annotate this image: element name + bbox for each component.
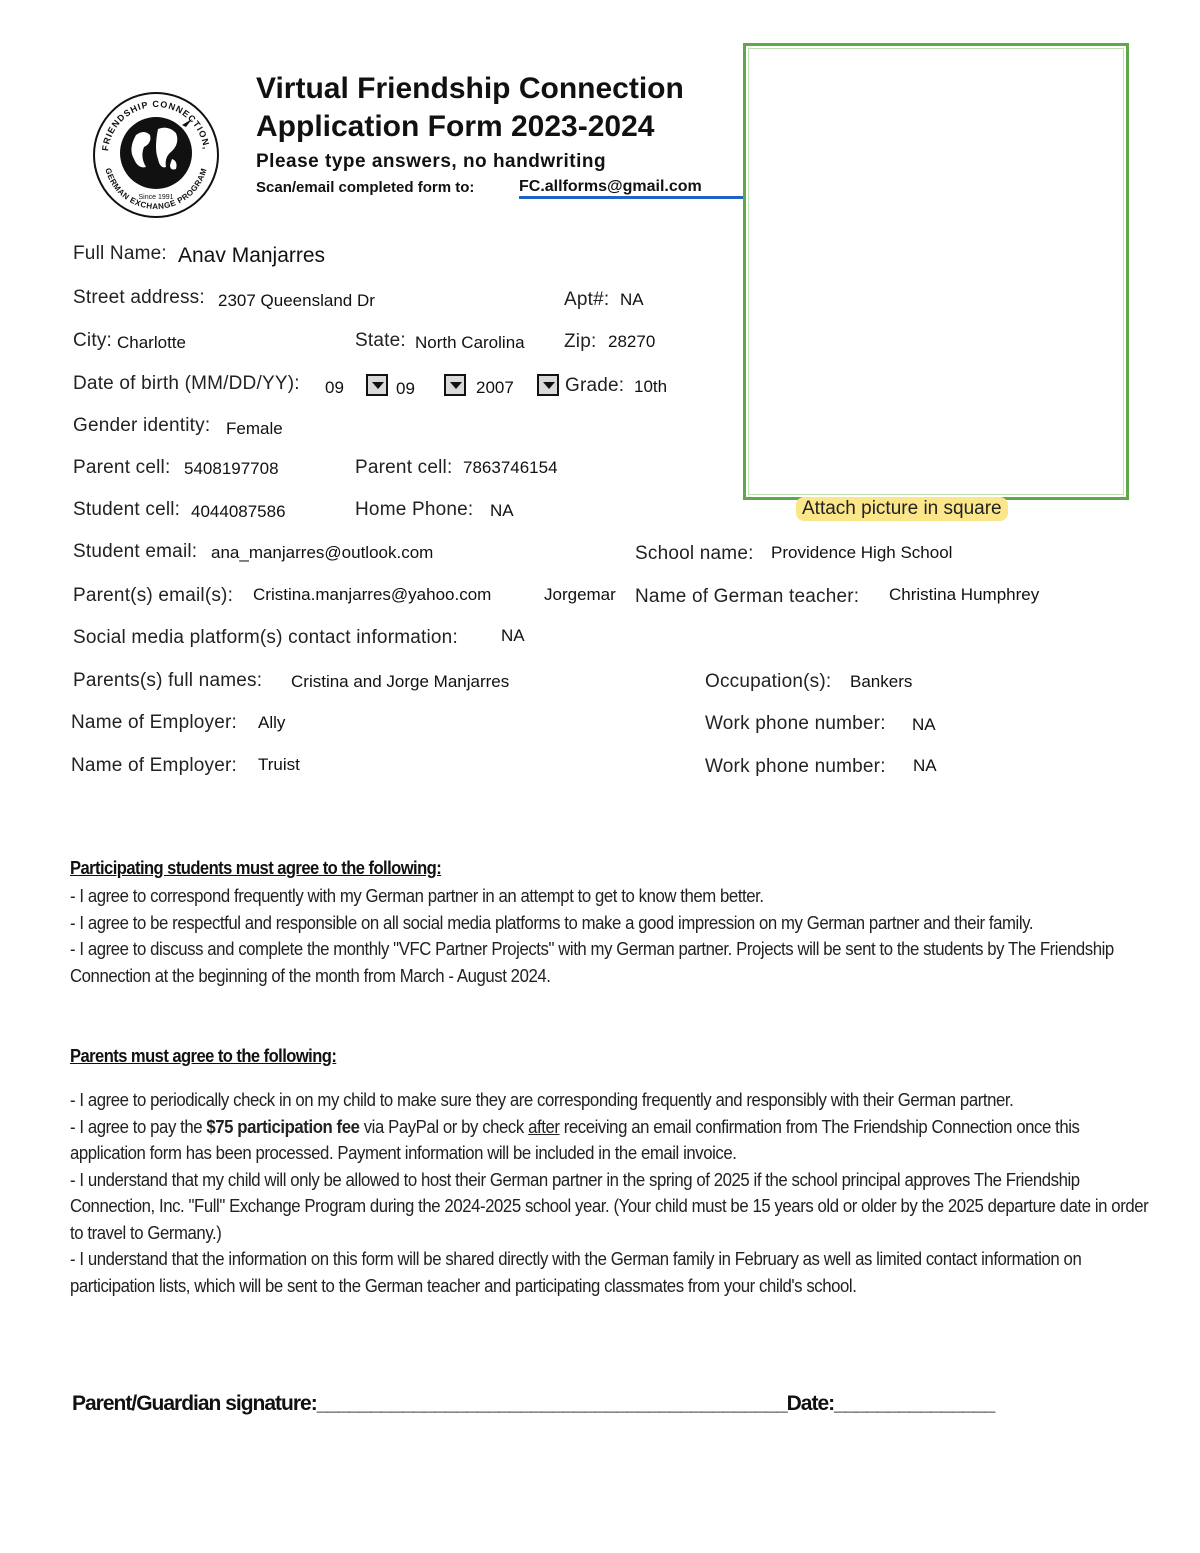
attach-picture-caption: Attach picture in square	[796, 497, 1008, 521]
parent-cell-field[interactable]: 5408197708	[184, 459, 279, 478]
student-cell-field[interactable]: 4044087586	[191, 502, 286, 521]
city-field[interactable]: Charlotte	[117, 333, 186, 352]
work-phone-2-label: Work phone number:	[705, 756, 886, 777]
apt-label: Apt#:	[564, 289, 610, 310]
students-item-1: - I agree to correspond frequently with my German partner in an attempt to get to know them better.	[70, 886, 764, 906]
dob-label: Date of birth (MM/DD/YY):	[73, 373, 300, 394]
state-label: State:	[355, 330, 406, 351]
parents-item-2-pre: - I agree to pay the	[70, 1116, 207, 1137]
work-phone-1-label: Work phone number:	[705, 713, 886, 734]
work-phone-1-field[interactable]: NA	[912, 715, 936, 734]
parent-email-field-1[interactable]: Cristina.manjarres@yahoo.com	[253, 585, 492, 604]
parents-names-field[interactable]: Cristina and Jorge Manjarres	[291, 672, 510, 691]
work-phone-2-field[interactable]: NA	[913, 756, 937, 775]
grade-field[interactable]: 10th	[634, 377, 668, 396]
photo-upload-box[interactable]	[743, 43, 1129, 500]
employer-1-field[interactable]: Ally	[258, 713, 286, 732]
logo-since: Since 1991	[138, 194, 174, 201]
social-label: Social media platform(s) contact information:	[73, 627, 458, 648]
after-underlined: after	[528, 1116, 560, 1137]
parents-names-label: Parents(s) full names:	[73, 670, 263, 691]
student-email-label: Student email:	[73, 541, 198, 562]
email-underline	[519, 196, 747, 199]
student-cell-label: Student cell:	[73, 499, 181, 520]
date-line[interactable]: _______________	[834, 1392, 995, 1415]
dob-month-field[interactable]: 09	[325, 378, 344, 397]
parents-item-4: - I understand that the information on this form will be shared directly with the German family in February as well as limited contact information on participation lists, which will be sent to the German teacher and participating classmates from your child's school.	[70, 1249, 1082, 1296]
signature-row	[72, 1392, 994, 1416]
school-label: School name:	[635, 543, 754, 564]
parent-email-field-2[interactable]: Jorgemar	[544, 585, 616, 604]
employer-2-field[interactable]: Truist	[258, 755, 300, 774]
dob-day-dropdown[interactable]	[444, 374, 466, 396]
date-label: Date:	[786, 1392, 835, 1415]
parents-item-2	[70, 1114, 1158, 1167]
dob-day-field[interactable]: 09	[396, 379, 415, 398]
parents-item-1: - I agree to periodically check in on my child to make sure they are corresponding frequently and responsibly with their German partner.	[70, 1090, 1014, 1110]
city-label: City:	[73, 330, 112, 351]
scan-label: Scan/email completed form to:	[256, 179, 475, 196]
apt-field[interactable]: NA	[620, 290, 644, 309]
employer-1-label: Name of Employer:	[71, 712, 238, 733]
students-section-heading: Participating students must agree to the following:	[70, 858, 442, 878]
zip-label: Zip:	[564, 331, 597, 352]
parent-cell-label: Parent cell:	[73, 457, 171, 478]
instruction-text: Please type answers, no handwriting	[256, 151, 607, 172]
street-field[interactable]: 2307 Queensland Dr	[218, 291, 375, 310]
parent-cell-2-label: Parent cell:	[355, 457, 453, 478]
participation-fee: $75 participation fee	[206, 1116, 360, 1137]
social-field[interactable]: NA	[501, 626, 525, 645]
students-agreement-list	[70, 883, 1114, 989]
signature-label: Parent/Guardian signature:	[72, 1392, 317, 1415]
student-email-field[interactable]: ana_manjarres@outlook.com	[211, 543, 434, 562]
parents-agreement-list	[70, 1087, 1149, 1299]
zip-field[interactable]: 28270	[608, 332, 656, 351]
occupation-label: Occupation(s):	[705, 671, 832, 692]
globe-logo-icon	[86, 85, 226, 225]
title-line-2: Application Form 2023-2024	[256, 110, 655, 143]
grade-label: Grade:	[565, 375, 625, 396]
german-teacher-label: Name of German teacher:	[635, 586, 860, 607]
state-field[interactable]: North Carolina	[415, 333, 525, 352]
parent-email-label: Parent(s) email(s):	[73, 585, 234, 606]
scan-email-link[interactable]: FC.allforms@gmail.com	[519, 178, 702, 195]
full-name-label: Full Name:	[73, 243, 167, 264]
full-name-field[interactable]: Anav Manjarres	[178, 244, 326, 267]
parents-section-heading: Parents must agree to the following:	[70, 1046, 337, 1066]
home-phone-label: Home Phone:	[355, 499, 474, 520]
german-teacher-field[interactable]: Christina Humphrey	[889, 585, 1040, 604]
logo-bottom-text: GERMAN EXCHANGE PROGRAM	[103, 166, 209, 212]
parent-cell-2-field[interactable]: 7863746154	[463, 458, 558, 477]
students-item-2: - I agree to be respectful and responsible on all social media platforms to make a good impression on my German partner and their family.	[70, 912, 1034, 933]
logo-ring-text: FRIENDSHIP CONNECTION,	[100, 98, 212, 152]
parents-item-2-post: receiving an email confirmation from The Friendship Connection once this application form has been processed. Payment information will be included in the email invoice.	[70, 1116, 1080, 1163]
gender-field[interactable]: Female	[226, 419, 283, 438]
signature-line[interactable]: ____________________________________________	[316, 1392, 787, 1415]
dob-month-dropdown[interactable]	[366, 374, 388, 396]
dob-year-field[interactable]: 2007	[476, 378, 514, 397]
dob-year-dropdown[interactable]	[537, 374, 559, 396]
school-field[interactable]: Providence High School	[771, 543, 953, 562]
students-item-3: - I agree to discuss and complete the monthly "VFC Partner Projects" with my German partner. Projects will be sent to the students by The Friendship Connection at the beginning of the month from March - August 2024.	[70, 939, 1114, 986]
employer-2-label: Name of Employer:	[71, 755, 238, 776]
gender-label: Gender identity:	[73, 415, 211, 436]
friendship-connection-logo	[86, 85, 226, 225]
parents-item-2-mid: via PayPal or by check	[359, 1116, 529, 1137]
occupation-field[interactable]: Bankers	[850, 672, 913, 691]
title-line-1: Virtual Friendship Connection	[256, 72, 684, 105]
home-phone-field[interactable]: NA	[490, 501, 514, 520]
parents-item-3: - I understand that my child will only be allowed to host their German partner in the spring of 2025 if the school principal approves The Friendship Connection, Inc. "Full" Exchange Program during the 2024-2025 school year. (Your child must be 15 years old or older by the 2025 departure date in order to travel to Germany.)	[70, 1169, 1149, 1243]
street-label: Street address:	[73, 287, 205, 308]
